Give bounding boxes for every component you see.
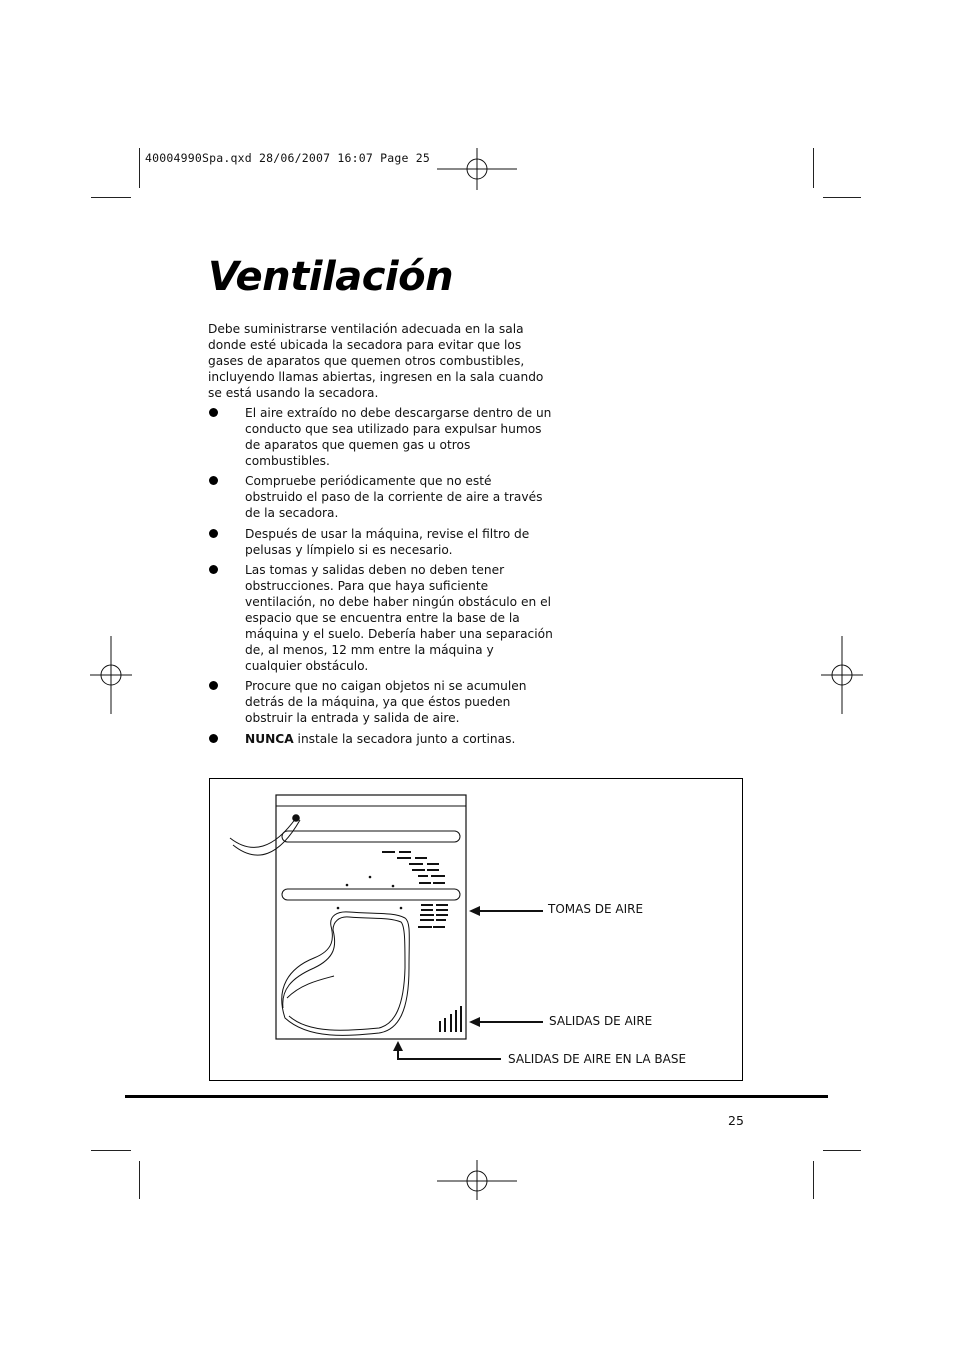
intro-paragraph: Debe suministrarse ventilación adecuada en la sala donde esté ubicada la secadora para evitar que los gases de aparatos que quemen otros combustibles, incluyendo llamas abiertas, ingresen en la sala cuando se está usando la secadora. <box>208 322 544 400</box>
crop-mark <box>823 1150 861 1151</box>
bullet-icon <box>209 681 218 690</box>
bullet-icon <box>209 734 218 743</box>
label-air-outlets: SALIDAS DE AIRE <box>549 1014 653 1028</box>
registration-mark-left <box>90 636 132 714</box>
page-number: 25 <box>728 1113 744 1128</box>
crop-mark <box>139 1161 140 1199</box>
crop-mark <box>91 197 131 198</box>
list-item: Compruebe periódicamente que no esté obstruido el paso de la corriente de aire a través de la secadora. <box>208 473 553 521</box>
crop-mark <box>813 148 814 188</box>
bullet-icon <box>209 476 218 485</box>
label-base-air-outlets: SALIDAS DE AIRE EN LA BASE <box>508 1052 687 1066</box>
dryer-illustration <box>209 778 743 1081</box>
crop-mark <box>91 1150 131 1151</box>
bullet-icon <box>209 565 218 574</box>
list-item: Procure que no caigan objetos ni se acumulen detrás de la máquina, ya que éstos pueden obstruir la entrada y salida de aire. <box>208 678 553 726</box>
registration-mark-right <box>821 636 863 714</box>
bullet-list <box>208 405 553 747</box>
list-item: NUNCA instale la secadora junto a cortinas. <box>208 731 553 747</box>
bullet-icon <box>209 529 218 538</box>
print-slug-line: 40004990Spa.qxd 28/06/2007 16:07 Page 25 <box>145 151 430 165</box>
footer-rule <box>125 1095 828 1098</box>
label-air-intakes: TOMAS DE AIRE <box>548 902 644 916</box>
crop-mark <box>139 148 140 188</box>
registration-mark-top <box>437 148 517 190</box>
list-item: Las tomas y salidas deben no deben tener obstrucciones. Para que haya suficiente ventilación, no debe haber ningún obstáculo en el espacio que se encuentra entre la base de la máquina y el suelo. Debería haber una separación de, al menos, 12 mm entre la máquina y cualquier obstáculo. <box>208 562 553 674</box>
crop-mark <box>823 197 861 198</box>
page-title: Ventilación <box>208 254 454 300</box>
emphasis-never: NUNCA <box>245 732 294 746</box>
list-item: El aire extraído no debe descargarse dentro de un conducto que sea utilizado para expulsar humos de aparatos que quemen gas u otros combustibles. <box>208 405 553 469</box>
list-item: Después de usar la máquina, revise el filtro de pelusas y límpielo si es necesario. <box>208 526 553 558</box>
registration-mark-bottom <box>437 1160 517 1200</box>
crop-mark <box>813 1161 814 1199</box>
bullet-icon <box>209 408 218 417</box>
